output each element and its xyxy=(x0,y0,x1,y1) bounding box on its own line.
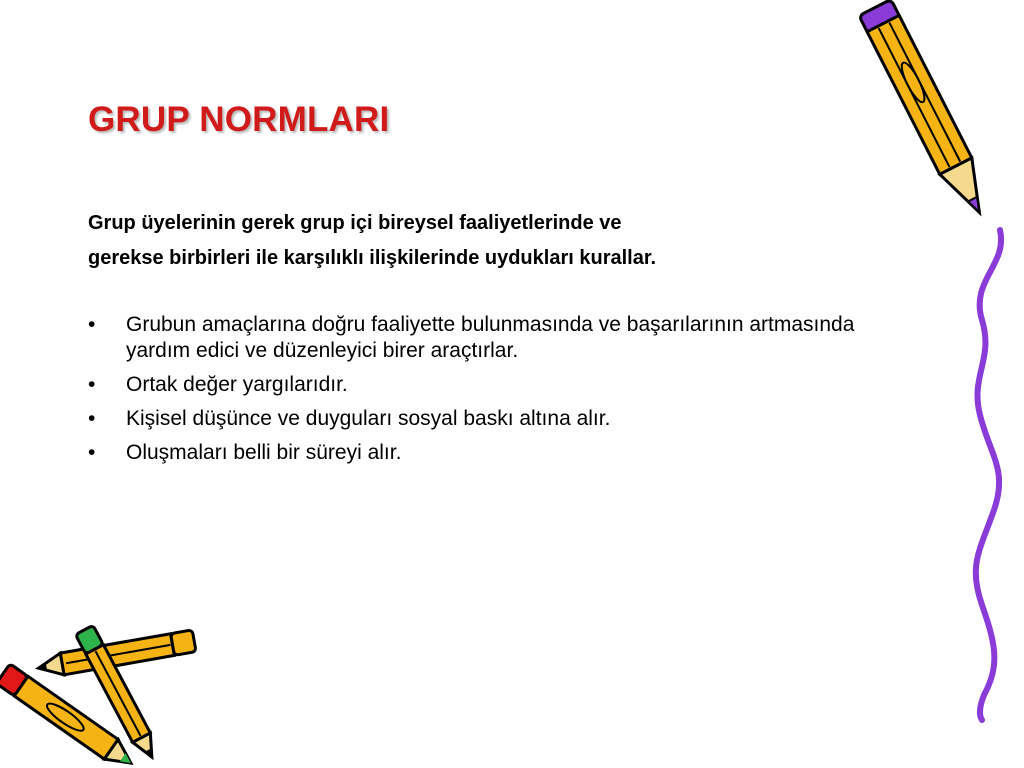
bullet-list xyxy=(88,312,918,474)
definition-line-2: gerekse birbirleri ile karşılıklı ilişkilerinde uydukları kurallar. xyxy=(88,247,657,269)
bullet-icon: • xyxy=(88,313,96,336)
pencil-icon xyxy=(855,0,1005,245)
list-item-text: Grubun amaçlarına doğru faaliyette bulunmasında ve başarılarının artmasında yardım edici ve düzenleyici birer araçtırlar. xyxy=(126,313,855,362)
definition-line-1: Grup üyelerinin gerek grup içi bireysel faaliyetlerinde ve xyxy=(88,212,622,234)
list-item xyxy=(88,312,918,364)
bullet-icon: • xyxy=(88,373,96,396)
crossed-pencils-icon xyxy=(0,615,210,765)
list-item-text: Oluşmaları belli bir süreyi alır. xyxy=(126,441,402,464)
definition-text xyxy=(88,206,848,276)
list-item xyxy=(88,440,918,466)
list-item xyxy=(88,406,918,432)
list-item xyxy=(88,372,918,398)
slide-title: GRUP NORMLARI xyxy=(88,100,390,139)
squiggle-line xyxy=(960,225,1020,725)
list-item-text: Ortak değer yargılarıdır. xyxy=(126,373,348,396)
bullet-icon: • xyxy=(88,441,96,464)
list-item-text: Kişisel düşünce ve duyguları sosyal baskı altına alır. xyxy=(126,407,611,430)
bullet-icon: • xyxy=(88,407,96,430)
